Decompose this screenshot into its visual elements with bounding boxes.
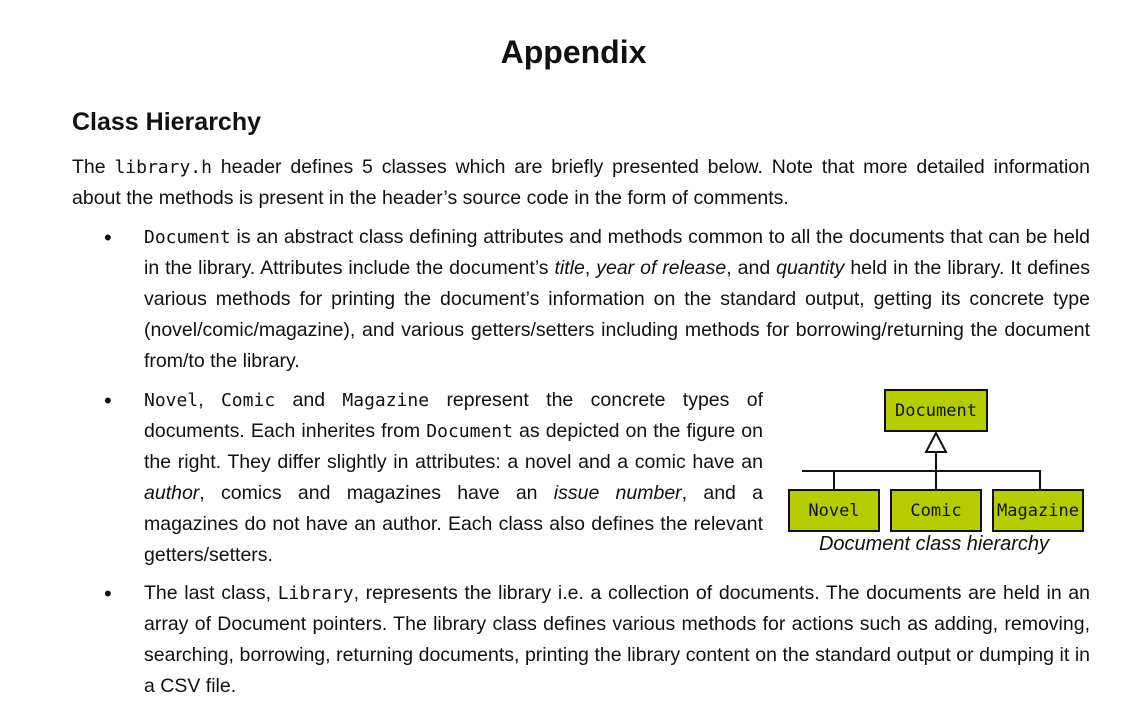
bullet-icon: •: [104, 581, 112, 606]
class-box-document: Document: [884, 389, 988, 432]
class-box-comic: Comic: [890, 489, 982, 532]
item3-text-1: The last class,: [144, 582, 278, 604]
item1-em-quantity: quantity: [776, 257, 845, 279]
list-item-document: [144, 222, 1090, 377]
item2-text-4: as depicted on the figure on the right. They differ slightly in attributes: a novel and a comic have an: [144, 420, 763, 473]
intro-code-library-h: library.h: [114, 157, 212, 178]
list-item-library: [144, 578, 1090, 702]
class-box-magazine: Magazine: [992, 489, 1084, 532]
figure-caption: Document class hierarchy: [818, 533, 1050, 555]
item2-text-1: ,: [198, 389, 221, 411]
bullet-icon: •: [104, 225, 112, 250]
item1-text-1: is an abstract class defining attributes and methods common to all the documents that can be held in the library. Attributes include the document’s: [144, 226, 1090, 279]
item2-text-2: and: [275, 389, 343, 411]
item2-em-issue: issue number: [553, 482, 682, 504]
intro-paragraph: [72, 152, 1090, 214]
list-item-subclasses: [144, 385, 763, 571]
item2-text-5: , comics and magazines have an: [199, 482, 554, 504]
item1-text-4: held in the library. It defines various methods for printing the document’s information on the standard output, getting its concrete type (novel/comic/magazine), and various getters/setters including methods for borrowing/returning the document from/to the library.: [144, 257, 1090, 372]
item2-em-author: author: [144, 482, 200, 504]
code-library: Library: [277, 583, 354, 604]
code-comic: Comic: [220, 390, 276, 411]
item3-text-2: , represents the library i.e. a collection of documents. The documents are held in an array of Document pointers. The library class defines various methods for actions such as adding, removing, searching, borrowing, returning documents, printing the library content on the standard output or dumping it in a CSV file.: [144, 582, 1090, 697]
code-document: Document: [144, 227, 231, 248]
item1-em-title: title: [554, 257, 585, 279]
inheritance-arrow-icon: [926, 433, 946, 452]
item2-text-3: represent the concrete types of documents. Each inherites from: [144, 389, 763, 442]
item1-text-2: ,: [584, 257, 597, 279]
item2-text-6: , and a magazines do not have an author. Each class also defines the relevant getters/setters.: [144, 482, 763, 566]
class-box-novel: Novel: [788, 489, 880, 532]
class-hierarchy-figure: [784, 387, 1084, 567]
intro-text-2: header defines 5 classes which are briefly presented below. Note that more detailed information about the methods is present in the header’s source code in the form of comments.: [72, 156, 1090, 209]
item1-em-year: year of release: [596, 257, 727, 279]
section-title: Class Hierarchy: [72, 108, 262, 136]
code-magazine: Magazine: [342, 390, 430, 411]
code-novel: Novel: [144, 390, 199, 411]
page-title: Appendix: [500, 34, 647, 70]
bullet-icon: •: [104, 388, 112, 413]
code-document-2: Document: [426, 421, 513, 442]
intro-text-1: The: [72, 156, 115, 178]
item1-text-3: , and: [726, 257, 777, 279]
